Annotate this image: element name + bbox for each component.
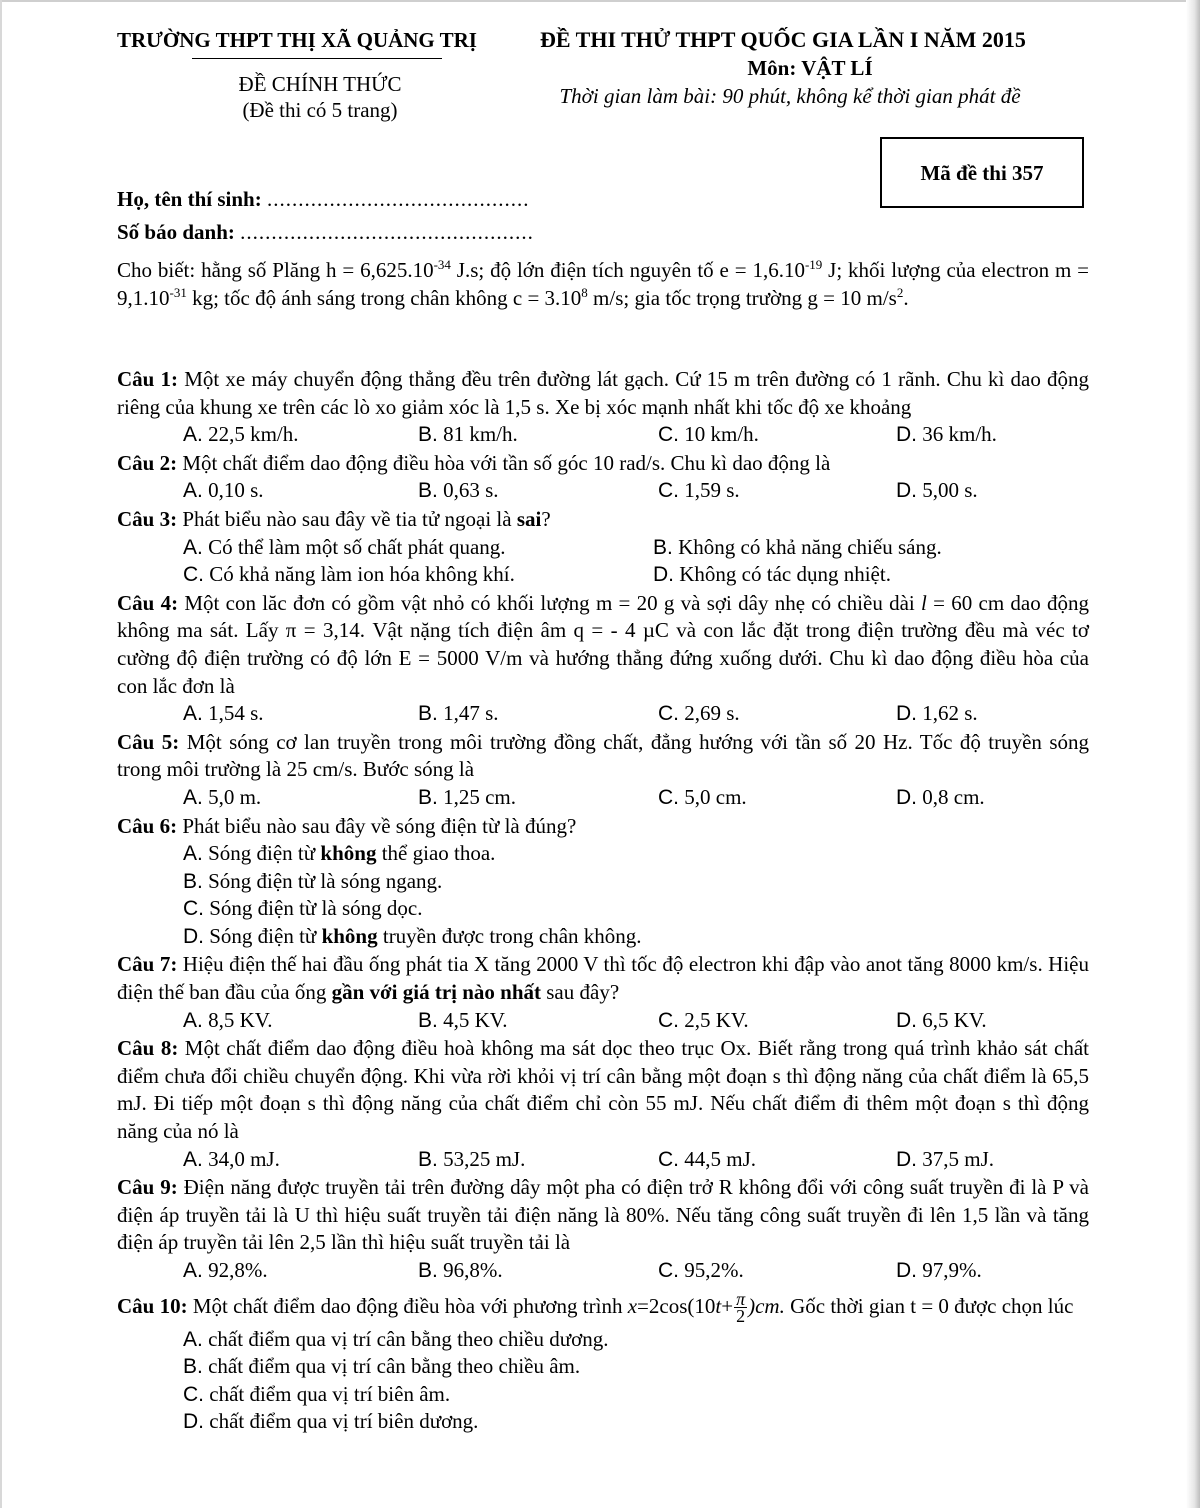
answer-options [117, 784, 1089, 812]
option-d[interactable]: D. chất điểm qua vị trí biên dương. [183, 1409, 479, 1434]
question-stem: Câu 2: Một chất điểm dao động điều hòa với tần số góc 10 rad/s. Chu kì dao động là [117, 450, 831, 475]
option-c[interactable]: C. 10 km/h. [658, 422, 759, 447]
option-d[interactable]: D. 5,00 s. [896, 478, 978, 503]
option-a[interactable]: A. 92,8%. [183, 1258, 268, 1282]
candidate-number-field[interactable] [117, 218, 534, 246]
question-10 [117, 1286, 1089, 1436]
question-7 [117, 951, 1089, 1034]
option-c[interactable]: C. 2,5 KV. [658, 1007, 749, 1032]
question-number: Câu 10: [117, 1293, 188, 1318]
question-number: Câu 3: [117, 506, 178, 531]
question-stem: Câu 8: Một chất điểm dao động điều hoà không ma sát dọc theo trục Ox. Biết rằng trong quá trình khảo sát chất điểm chưa đổi chiều chuyển động. Khi vừa rời khỏi vị trí cân bằng một đoạn s thì động năng của chất điểm là 65,5 mJ. Đi tiếp một đoạn s thì động năng của chất điểm chỉ còn 55 mJ. Nếu chất điểm đi thêm một đoạn s thì động năng của nó là [117, 1036, 1089, 1144]
option-b[interactable]: B. 81 km/h. [418, 422, 518, 447]
question-number: Câu 4: [117, 590, 179, 615]
option-b[interactable]: B. 0,63 s. [418, 478, 499, 503]
option-c[interactable]: C. 95,2%. [658, 1258, 744, 1282]
question-6 [117, 813, 1089, 951]
question-stem: Câu 10: Một chất điểm dao động điều hòa với phương trình x=2cos(10t+ $\frac{\pi}{2}$ )cm. Gốc thời gian t = 0 được chọn lúc [117, 1289, 1074, 1327]
candidate-name-field[interactable] [117, 185, 529, 213]
question-number: Câu 5: [117, 729, 180, 754]
answer-options [117, 700, 1089, 728]
question-8 [117, 1035, 1089, 1173]
page-edge-top [0, 0, 1200, 2]
option-a[interactable]: A. 1,54 s. [183, 701, 264, 726]
question-number: Câu 6: [117, 813, 178, 838]
option-b[interactable]: B. 1,47 s. [418, 701, 499, 726]
candidate-number-label: Số báo danh: [117, 220, 235, 244]
question-number: Câu 9: [117, 1175, 178, 1200]
option-c[interactable]: C. 5,0 cm. [658, 784, 747, 809]
option-c[interactable]: C. 2,69 s. [658, 701, 740, 726]
option-c[interactable]: C. 44,5 mJ. [658, 1146, 757, 1171]
question-stem: Câu 3: Phát biểu nào sau đây về tia tử ngoại là sai? [117, 506, 551, 531]
answer-options [117, 421, 1089, 449]
option-a[interactable]: A. Sóng điện từ không thể giao thoa. [183, 841, 496, 866]
option-c[interactable]: C. Sóng điện từ là sóng dọc. [183, 896, 423, 921]
option-a[interactable]: A. 22,5 km/h. [183, 422, 299, 447]
question-stem: Câu 5: Một sóng cơ lan truyền trong môi trường đồng chất, đẳng hướng với tần số 20 Hz. Tốc độ truyền sóng trong môi trường là 25 cm/s. Bước sóng là [117, 729, 1089, 782]
question-3 [117, 506, 1089, 589]
question-stem: Câu 7: Hiệu điện thế hai đầu ống phát tia X tăng 2000 V thì tốc độ electron khi đập vào anot tăng 8000 km/s. Hiệu điện thế ban đầu của ống gần với giá trị nào nhất sau đây? [117, 952, 1089, 1005]
option-a[interactable]: A. chất điểm qua vị trí cân bằng theo chiều dương. [183, 1326, 609, 1351]
exam-time: Thời gian làm bài: 90 phút, không kể thời gian phát đề [559, 84, 1021, 108]
option-a[interactable]: A. 0,10 s. [183, 478, 264, 503]
answer-options [117, 534, 1089, 589]
option-c[interactable]: C. 1,59 s. [658, 478, 740, 503]
option-b[interactable]: B. 53,25 mJ. [418, 1146, 526, 1171]
exam-subject: Môn: VẬT LÍ [747, 56, 873, 80]
answer-options [117, 1007, 1089, 1035]
option-b[interactable]: B. Không có khả năng chiếu sáng. [653, 534, 942, 559]
answer-options [117, 1326, 1089, 1436]
equation: x=2cos(10t+ $\frac{\pi}{2}$ )cm. [627, 1289, 785, 1327]
answer-options [117, 477, 1089, 505]
answer-options [117, 1257, 1089, 1285]
option-d[interactable]: D. 37,5 mJ. [896, 1146, 995, 1171]
option-b[interactable]: B. 1,25 cm. [418, 784, 516, 809]
option-c[interactable]: C. Có khả năng làm ion hóa không khí. [183, 562, 515, 587]
question-number: Câu 1: [117, 367, 179, 391]
option-a[interactable]: A. 8,5 KV. [183, 1007, 273, 1032]
candidate-name-dots: .......................................... [266, 187, 530, 211]
option-c[interactable]: C. chất điểm qua vị trí biên âm. [183, 1381, 451, 1406]
school-name: TRƯỜNG THPT THỊ XÃ QUẢNG TRỊ [117, 28, 477, 52]
option-a[interactable]: A. 5,0 m. [183, 784, 262, 809]
exam-title: ĐỀ THI THỬ THPT QUỐC GIA LẦN I NĂM 2015 [540, 27, 1026, 52]
page-count: (Đề thi có 5 trang) [242, 98, 398, 122]
question-9 [117, 1174, 1089, 1284]
option-d[interactable]: D. 36 km/h. [896, 422, 997, 447]
official-label: ĐỀ CHÍNH THỨC [238, 72, 402, 96]
answer-options [117, 840, 1089, 950]
option-d[interactable]: D. Không có tác dụng nhiệt. [653, 562, 891, 587]
option-a[interactable]: A. 34,0 mJ. [183, 1146, 280, 1171]
option-d[interactable]: D. 97,9%. [896, 1258, 982, 1282]
question-2 [117, 450, 1089, 505]
candidate-name-label: Họ, tên thí sinh: [117, 187, 262, 211]
option-b[interactable]: B. 4,5 KV. [418, 1007, 508, 1032]
answer-options [117, 1146, 1089, 1174]
fraction: $\frac{\pi}{2}$ [736, 1289, 746, 1327]
question-number: Câu 2: [117, 450, 178, 475]
option-d[interactable]: D. 6,5 KV. [896, 1007, 987, 1032]
option-b[interactable]: B. Sóng điện từ là sóng ngang. [183, 868, 443, 893]
option-a[interactable]: A. Có thể làm một số chất phát quang. [183, 534, 506, 559]
school-underline [192, 58, 442, 59]
question-5 [117, 729, 1089, 812]
question-number: Câu 7: [117, 952, 178, 977]
question-stem: Câu 4: Một con lăc đơn có gồm vật nhỏ có khối lượng m = 20 g và sợi dây nhẹ có chiều dài l = 60 cm dao động không ma sát. Lấy π = 3,14. Vật nặng tích điện âm q = - 4 µC và con lắc đặt trong điện trường đều mà véc tơ cường độ điện trường có độ lớn E = 5000 V/m và hướng thẳng đứng xuống dưới. Chu kì dao động điều hòa của con lắc đơn là [117, 590, 1090, 698]
question-number: Câu 8: [117, 1036, 179, 1061]
page-edge-left [0, 0, 2, 1508]
candidate-number-dots: ............................................... [240, 220, 534, 244]
option-d[interactable]: D. 0,8 cm. [896, 784, 985, 809]
option-b[interactable]: B. chất điểm qua vị trí cân bằng theo chiều âm. [183, 1354, 581, 1379]
question-stem: Câu 1: Một xe máy chuyển động thẳng đều trên đường lát gạch. Cứ 15 m trên đường có 1 rãnh. Chu kì dao động riêng của khung xe trên các lò xo giảm xóc là 1,5 s. Xe bị xóc mạnh nhất khi tốc độ xe khoảng [117, 367, 1089, 419]
question-stem: Câu 9: Điện năng được truyền tải trên đường dây một pha có điện trở R không đổi với công suất truyền đi là P và điện áp truyền tải là U thì hiệu suất truyền tải điện năng là 80%. Nếu tăng công suất truyền đi lên 1,5 lần và tăng điện áp truyền tải lên 2,5 lần thì hiệu suất truyền tải là [117, 1175, 1090, 1255]
question-list [117, 366, 1089, 1437]
physical-constants: Cho biết: hằng số Plăng $h = 6,625.10^{-34}$ J.s; độ lớn điện tích nguyên tố $e = 1,6.10^{-19}$ J; khối lượng của electron $m = 9,1.10^{-31}$ kg; tốc độ ánh sáng trong chân không $c = 3.10^8$ m/s; gia tốc trọng trường g = 10 $m/s^2$. [117, 257, 1089, 310]
option-b[interactable]: B. 96,8%. [418, 1258, 503, 1282]
exam-code: Mã đề thi 357 [920, 160, 1044, 185]
option-d[interactable]: D. Sóng điện từ không truyền được trong chân không. [183, 923, 642, 948]
question-1 [117, 366, 1089, 449]
exam-code-box [880, 137, 1084, 208]
option-d[interactable]: D. 1,62 s. [896, 701, 978, 726]
question-4 [117, 590, 1089, 728]
question-stem: Câu 6: Phát biểu nào sau đây về sóng điện từ là đúng? [117, 813, 577, 838]
page-edge-shadow [1186, 0, 1200, 1508]
